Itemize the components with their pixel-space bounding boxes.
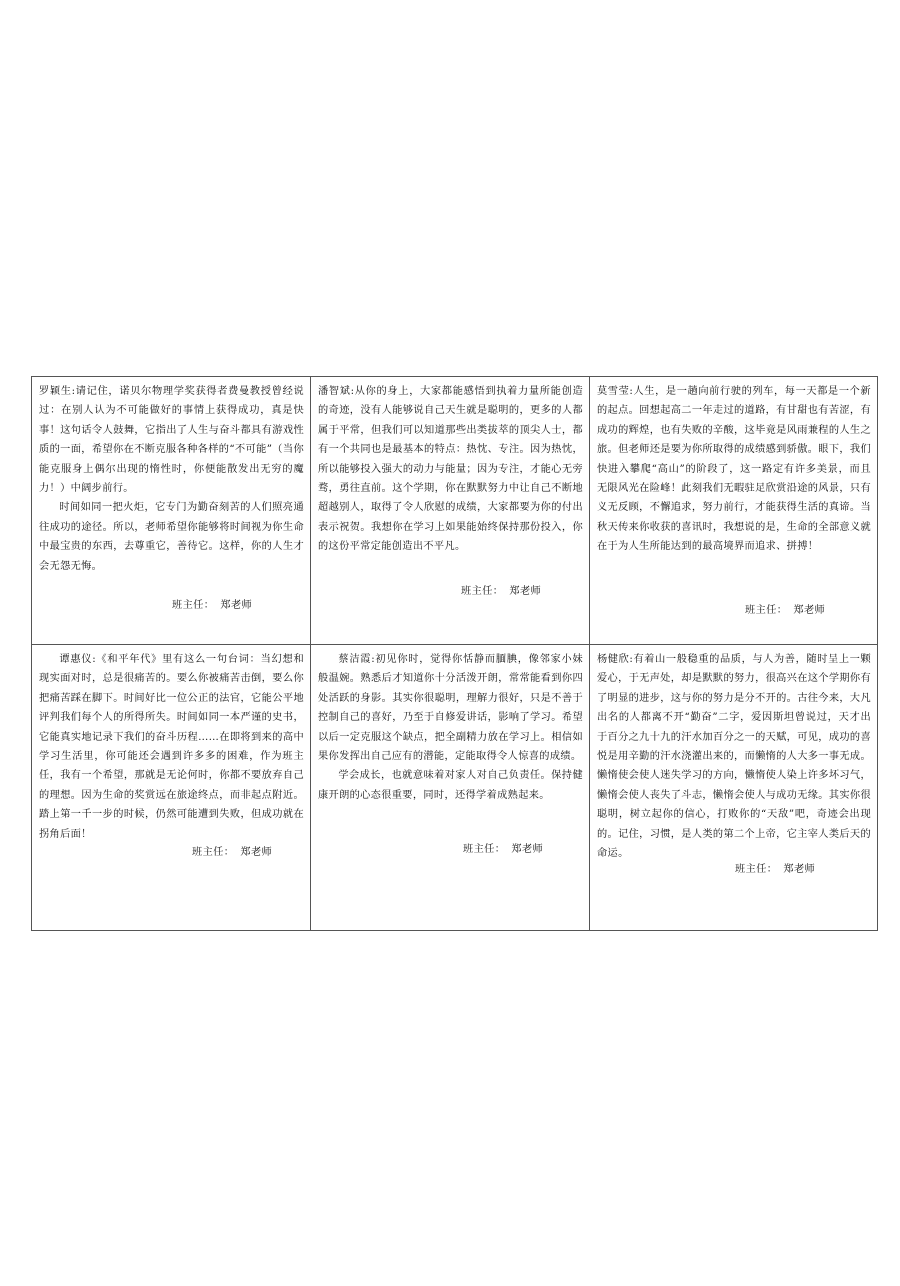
comment-paragraph: 谭惠仪:《和平年代》里有这么一句台词：当幻想和现实面对时，总是很痛苦的。要么你被痛苦击倒，要么你把痛苦踩在脚下。时间好比一位公正的法官，它能公平地评判我们每个人的所得所失。时间如同一本严谨的史书，它能真实地记录下我们的奋斗历程……在即将到来的高中学习生活里，你可能还会遇到许多多的困难，作为班主任，我有一个希望，那就是无论何时，你都不要放弃自己的理想。因为生命的奖赏远在旅途终点，而非起点附近。踏上第一千一步的时候，仍然可能遭到失败，但成功就在拐角后面！ xyxy=(39,654,304,840)
comment-cell xyxy=(311,645,590,931)
table-row xyxy=(32,645,878,931)
signature-label: 班主任： xyxy=(172,600,215,611)
signature-label: 班主任： xyxy=(461,586,504,597)
signature-name: 郑老师 xyxy=(783,864,816,875)
signature xyxy=(745,603,825,619)
signature-name: 郑老师 xyxy=(511,844,544,855)
comment-paragraph: 学会成长，也就意味着对家人对自己负责任。保持健康开朗的心态很重要，同时，还得学着成熟起来。 xyxy=(318,770,583,801)
signature-name: 郑老师 xyxy=(240,847,273,858)
comment-table xyxy=(31,376,878,931)
signature xyxy=(735,862,815,878)
signature xyxy=(192,845,272,861)
comment-paragraph: 莫雪莹:人生，是一趟向前行驶的列车，每一天都是一个新的起点。回想起高二一年走过的道路，有甘甜也有苦涩，有成功的辉煌，也有失败的辛酸，这毕竟是风雨兼程的人生之旅。但老师还是要为你所取得的成绩感到骄傲。眼下，我们快进入攀爬“高山”的阶段了，这一路定有许多美景，而且无限风光在险峰！此刻我们无暇驻足欣赏沿途的风景，只有义无反顾，不懈追求，努力前行，才能获得生活的真谛。当秋天传来你收获的喜讯时，我想说的是，生命的全部意义就在于为人生所能达到的最高境界而追求、拼搏！ xyxy=(597,386,871,553)
table-row xyxy=(32,377,878,645)
comment-cell xyxy=(32,645,311,931)
comment-cell xyxy=(32,377,311,645)
comment-paragraph: 杨健欣:有着山一般稳重的品质，与人为善，随时呈上一颗爱心，于无声处，却是默默的努力，很高兴在这个学期你有了明显的进步，这与你的努力是分不开的。古往今来，大凡出名的人都离不开“勤奋”二字，爱因斯坦曾说过，天才出于百分之九十九的汗水加百分之一的天赋，可见，成功的喜悦是用辛勤的汗水浇灌出来的，而懒惰的人大多一事无成。懒惰使会使人迷失学习的方向，懒惰使人染上许多坏习气，懒惰会使人丧失了斗志，懒惰会使人与成功无缘。其实你很聪明，树立起你的信心，打败你的“天敌”吧，奇迹会出现的。记住，习惯，是人类的第二个上帝，它主宰人类后天的命运。 xyxy=(597,654,871,860)
signature xyxy=(172,598,252,614)
comment-cell xyxy=(590,377,878,645)
signature-name: 郑老师 xyxy=(793,605,826,616)
signature xyxy=(463,842,543,858)
signature xyxy=(461,584,541,600)
signature-label: 班主任： xyxy=(192,847,235,858)
comment-paragraph: 蔡洁霞:初见你时，觉得你恬静而腼腆，像邻家小妹般温婉。熟悉后才知道你十分活泼开朗，常常能看到你四处活跃的身影。其实你很聪明，理解力很好，只是不善于控制自己的喜好，乃至于自修爱讲话，影响了学习。希望以后一定克服这个缺点，把全副精力放在学习上。相信如果你发挥出自己应有的潜能，定能取得令人惊喜的成绩。 xyxy=(318,654,583,763)
signature-label: 班主任： xyxy=(745,605,788,616)
comment-cell xyxy=(590,645,878,931)
comment-paragraph: 潘智斌:从你的身上，大家都能感悟到执着力量所能创造的奇迹，没有人能够说自己天生就是聪明的，更多的人都属于平常，但我们可以知道那些出类拔萃的顶尖人士，都有一个共同也是最基本的特点：热忱、专注。因为热忱，所以能够投入强大的动力与能量；因为专注，才能心无旁骛，勇往直前。这个学期，你在默默努力中让自己不断地超越别人，取得了令人欣慰的成绩，大家都要为你的付出表示祝贺。我想你在学习上如果能始终保持那份投入，你的这份平常定能创造出不平凡。 xyxy=(318,386,583,553)
signature-label: 班主任： xyxy=(735,864,778,875)
comment-paragraph: 罗颖生:请记住，诺贝尔物理学奖获得者费曼教授曾经说过：在别人认为不可能做好的事情上获得成功，真是快事！这句话令人鼓舞，它指出了人生与奋斗都具有游戏性质的一面，希望你在不断克服各种各样的“不可能”（当你能克服身上偶尔出现的惰性时，你便能散发出无穷的魔力！）中阔步前行。 xyxy=(39,386,304,495)
signature-name: 郑老师 xyxy=(220,600,253,611)
signature-label: 班主任： xyxy=(463,844,506,855)
comment-cell xyxy=(311,377,590,645)
comment-paragraph: 时间如同一把火炬，它专门为勤奋刻苦的人们照亮通往成功的途径。所以，老师希望你能够将时间视为你生命中最宝贵的东西，去尊重它，善待它。这样，你的人生才会无怨无悔。 xyxy=(39,502,304,572)
signature-name: 郑老师 xyxy=(509,586,542,597)
